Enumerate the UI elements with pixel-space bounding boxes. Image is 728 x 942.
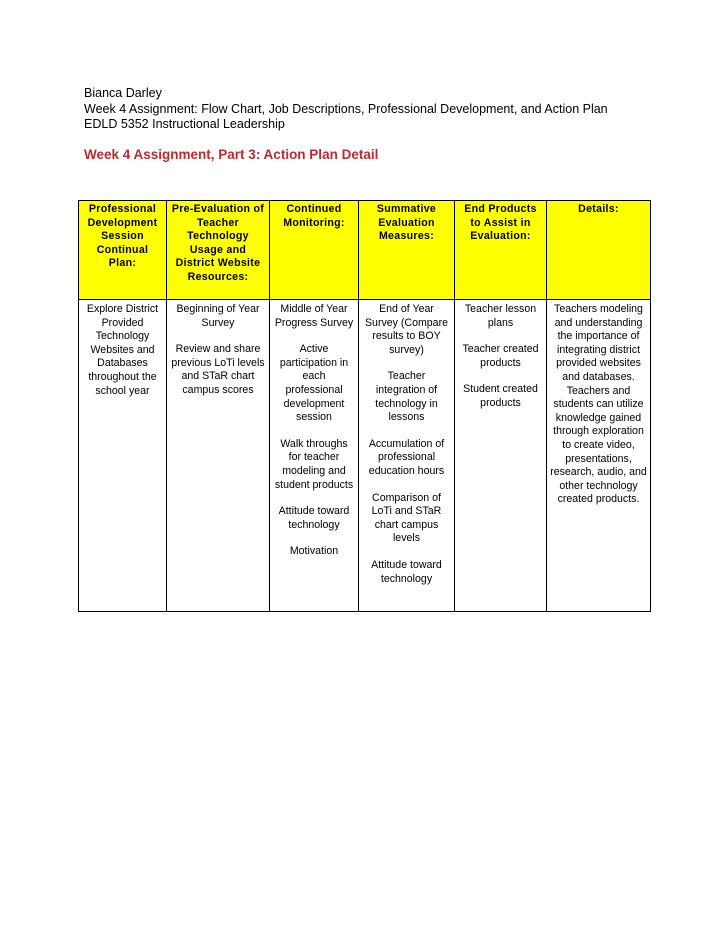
author-name: Bianca Darley — [84, 86, 162, 100]
cell-item: Teachers modeling and understanding the importance of integrating district provided websites and databases. Teachers and students can utilize knowledge gained through exploration to create video, presentations, research, audio, and other technology created products. — [550, 303, 647, 506]
cell-item: Teacher created products — [462, 343, 539, 369]
cell-item: Attitude toward technology — [278, 505, 350, 531]
page-title: Week 4 Assignment, Part 3: Action Plan Detail — [84, 147, 379, 162]
cell-item: Comparison of LoTi and STaR chart campus levels — [371, 491, 442, 545]
header-professional-development: Professional Development Session Continual Plan: — [79, 201, 167, 300]
cell-item: Motivation — [289, 545, 339, 558]
header-continued-monitoring: Continued Monitoring: — [270, 201, 359, 300]
cell-summative-evaluation — [359, 300, 455, 612]
cell-details — [547, 300, 651, 612]
table-row — [79, 300, 651, 612]
header-end-products: End Products to Assist in Evaluation: — [455, 201, 547, 300]
cell-item: Explore District Provided Technology Websites and Databases throughout the school year — [86, 303, 159, 397]
header-summative-evaluation: Summative Evaluation Measures: — [359, 201, 455, 300]
cell-item: Accumulation of professional education hours — [368, 437, 445, 477]
cell-item: Teacher lesson plans — [464, 303, 537, 329]
cell-item: Walk throughs for teacher modeling and student products — [274, 437, 354, 491]
cell-item: Beginning of Year Survey — [176, 303, 260, 329]
cell-item: Middle of Year Progress Survey — [274, 303, 354, 329]
cell-item: Review and share previous LoTi levels and STaR chart campus scores — [171, 343, 265, 396]
document-header — [84, 86, 608, 133]
header-details: Details: — [547, 201, 651, 300]
cell-continued-monitoring — [270, 300, 359, 612]
header-pre-evaluation: Pre-Evaluation of Teacher Technology Usage and District Website Resources: — [167, 201, 270, 300]
cell-item: Student created products — [463, 383, 538, 409]
course-line: EDLD 5352 Instructional Leadership — [84, 117, 285, 131]
cell-professional-development — [79, 300, 167, 612]
cell-item: Teacher integration of technology in lessons — [375, 370, 438, 424]
assignment-line: Week 4 Assignment: Flow Chart, Job Descriptions, Professional Development, and Action Plan — [84, 101, 608, 116]
action-plan-table — [78, 200, 651, 612]
cell-pre-evaluation — [167, 300, 270, 612]
cell-end-products — [455, 300, 547, 612]
cell-item: Attitude toward technology — [371, 558, 442, 585]
cell-item: End of Year Survey (Compare results to BOY survey) — [364, 303, 448, 356]
cell-item: Active participation in each professional development session — [279, 343, 349, 424]
table-header-row — [79, 201, 651, 300]
